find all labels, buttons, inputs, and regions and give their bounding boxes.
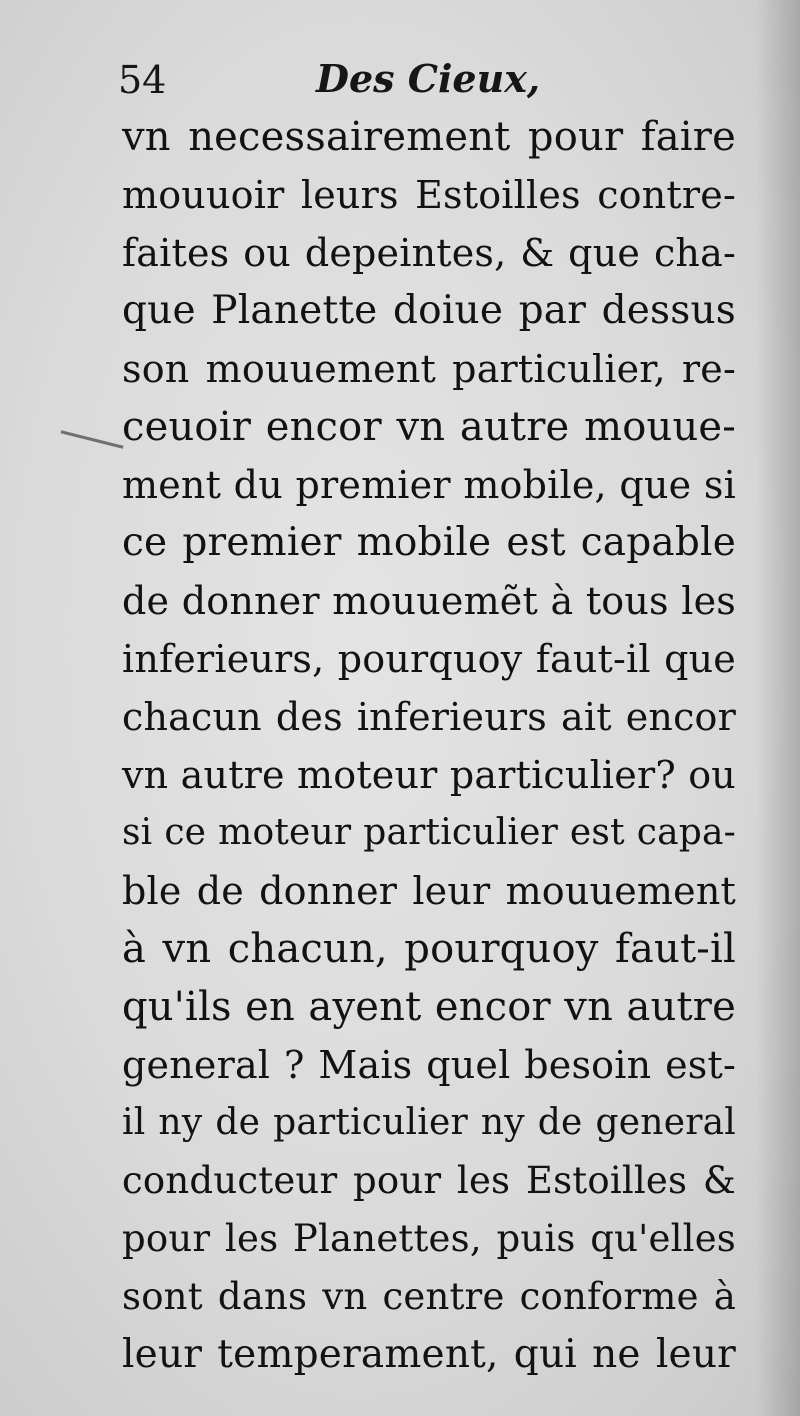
text-line: vn necessairement pour faire [122,114,736,160]
text-line: de donner mouuemẽt à tous les [122,579,736,623]
text-line: general ? Mais quel besoin est- [122,1043,736,1087]
margin-ink-mark [61,430,124,448]
text-line: sont dans vn centre conforme à [122,1275,736,1318]
text-line: ce premier mobile est capable [122,520,736,565]
text-line: vn autre moteur particulier? ou [122,753,736,797]
text-line: inferieurs, pourquoy faut-il que [122,637,736,681]
running-title: Des Cieux, [316,56,541,101]
text-line: ment du premier mobile, que si [122,463,736,507]
text-line: ceuoir encor vn autre mouue- [122,404,736,450]
text-line: faites ou depeintes, & que cha- [122,231,736,275]
text-line: pour les Planettes, puis qu'elles [122,1217,736,1260]
text-line: conducteur pour les Estoilles & [122,1159,736,1202]
body-text [122,108,736,1384]
text-line: chacun des inferieurs ait encor [122,695,736,739]
text-line: qu'ils en ayent encor vn autre [122,984,736,1030]
text-line: ble de donner leur mouuement [122,869,736,913]
text-line: leur temperament, qui ne leur [122,1332,736,1377]
text-line: son mouuement particulier, re- [122,347,736,391]
page-number: 54 [118,58,167,102]
text-line: si ce moteur particulier est capa- [122,812,736,853]
text-line: il ny de particulier ny de general [122,1102,736,1143]
text-line: à vn chacun, pourquoy faut-il [122,926,736,972]
running-head [118,52,738,104]
page-edge-shadow [755,0,800,1416]
text-line: mouuoir leurs Estoilles contre- [122,173,736,217]
text-line: que Planette doiue par dessus [122,288,736,333]
